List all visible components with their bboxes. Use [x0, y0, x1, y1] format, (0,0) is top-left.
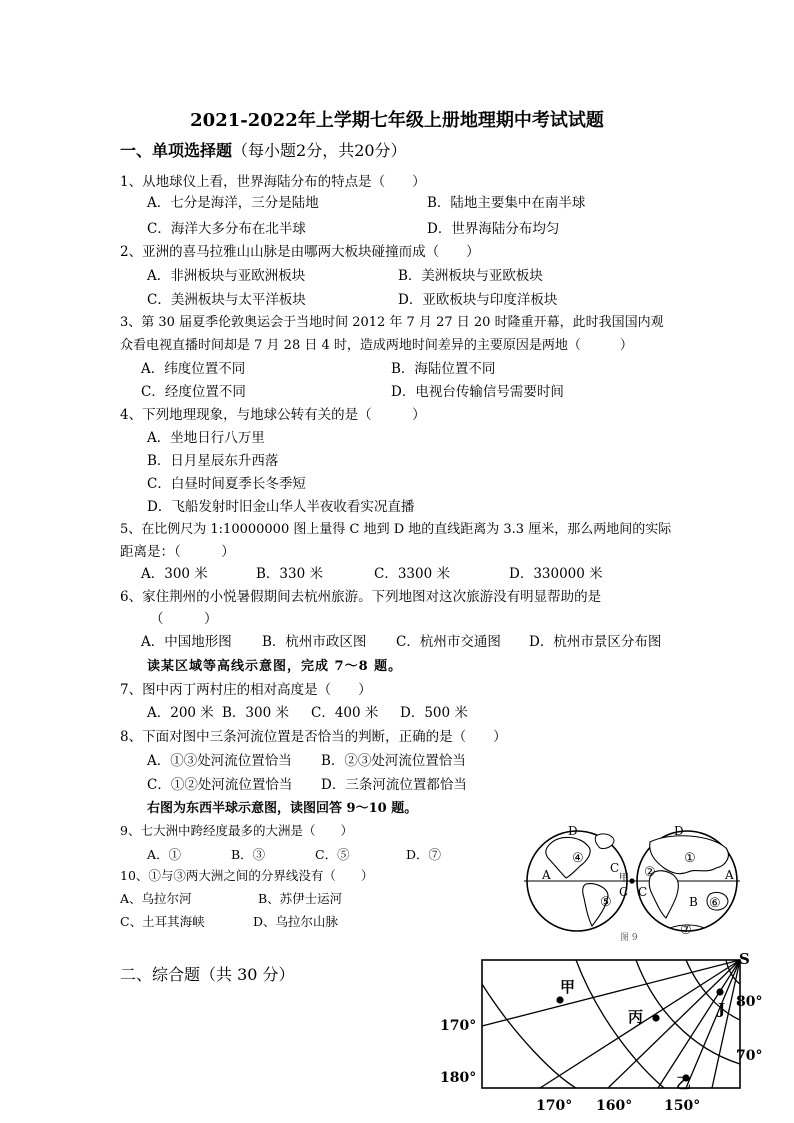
label-continent-5: ⑤	[600, 895, 612, 910]
q2-option-a: A．非洲板块与亚欧洲板块	[147, 268, 306, 284]
point-jia-marker	[629, 878, 634, 883]
q7-option-a: A．200 米	[147, 705, 214, 721]
point-ding-marker	[716, 988, 723, 995]
q8-stem: 8、下面对图中三条河流位置是否恰当的判断，正确的是（ ）	[120, 729, 507, 745]
latitude-longitude-grid-figure	[436, 948, 776, 1118]
q10-option-c: C、土耳其海峡	[120, 914, 205, 929]
label-c-east: C	[638, 885, 648, 899]
q9-option-b: B．③	[231, 847, 266, 862]
q10-option-a: A、乌拉尔河	[120, 891, 192, 906]
q3-stem-line1: 3、第 30 届夏季伦敦奥运会于当地时间 2012 年 7 月 27 日 20 时隆重开幕，此时我国国内观	[120, 315, 664, 330]
q1-option-c: C．海洋大多分布在北半球	[147, 221, 306, 237]
q1-option-d: D．世界海陆分布均匀	[427, 221, 560, 237]
label-170-degrees-left: 170°	[440, 1018, 477, 1034]
q6-option-d: D．杭州市景区分布图	[529, 634, 662, 650]
q2-option-b: B．美洲板块与亚欧板块	[398, 268, 543, 284]
q5-stem-line1: 5、在比例尺为 1:10000000 图上量得 C 地到 D 地的直线距离为 3.3 厘米，那么两地间的实际	[120, 522, 672, 537]
q5-option-b: B．330 米	[256, 566, 323, 582]
grid-frame	[482, 960, 740, 1088]
q4-option-a: A．坐地日行八万里	[147, 430, 265, 446]
label-180-degrees-left: 180°	[440, 1070, 477, 1086]
label-continent-7: ⑦	[680, 923, 692, 938]
meridian-145	[712, 960, 740, 1088]
label-jia: 甲	[619, 873, 629, 884]
q3-option-c: C．经度位置不同	[141, 384, 246, 400]
point-jia-marker	[556, 996, 563, 1003]
q7-stem: 7、图中丙丁两村庄的相对高度是（ ）	[120, 682, 372, 698]
q9-option-a: A．①	[147, 847, 182, 862]
label-yi: 乙	[676, 1074, 692, 1092]
q10-stem: 10、①与③两大洲之间的分界线没有（ ）	[120, 868, 374, 883]
q6-stem-line2: （ ）	[150, 611, 218, 627]
label-continent-1: ①	[684, 851, 696, 866]
section-1-heading	[120, 138, 407, 161]
q3-option-a: A．纬度位置不同	[141, 361, 246, 377]
q5-stem-line2: 距离是：（ ）	[120, 544, 235, 560]
greenland-shape	[595, 834, 614, 849]
q4-option-b: B．日月星辰东升西落	[147, 453, 279, 469]
label-bing: 丙	[628, 1008, 644, 1026]
q1-option-a: A．七分是海洋，三分是陆地	[147, 195, 319, 211]
q7-option-c: C．400 米	[311, 705, 379, 721]
label-continent-2: ②	[644, 865, 656, 880]
q2-option-d: D．亚欧板块与印度洋板块	[398, 292, 558, 308]
label-150-degrees-bottom: 150°	[664, 1098, 701, 1114]
section-1-note: （每小题2分，共20分）	[232, 141, 407, 160]
label-170-degrees-bottom: 170°	[536, 1098, 573, 1114]
q1-option-b: B．陆地主要集中在南半球	[427, 195, 586, 211]
q2-option-c: C．美洲板块与太平洋板块	[147, 292, 306, 308]
section-1-title: 一、单项选择题	[120, 141, 233, 160]
label-80-degrees: 80°	[736, 994, 763, 1010]
label-c-west-bottom: C	[619, 885, 629, 899]
label-d-east: D	[674, 824, 684, 838]
point-bing-marker	[652, 1014, 659, 1021]
q10-option-b: B、苏伊士运河	[258, 891, 343, 906]
q8-option-a: A．①③处河流位置恰当	[147, 753, 292, 769]
label-a-east: A	[725, 868, 734, 882]
parallel-65	[576, 960, 664, 1088]
hemispheres-figure	[520, 822, 742, 942]
label-continent-4: ④	[572, 851, 584, 866]
label-b-east: B	[689, 895, 698, 909]
q10-option-d: D、乌拉尔山脉	[253, 914, 339, 929]
q9-option-d: D．⑦	[406, 847, 442, 862]
label-jia: 甲	[560, 978, 576, 996]
q9-stem: 9、七大洲中跨经度最多的大洲是（ ）	[120, 823, 353, 838]
meridian-150	[686, 960, 740, 1088]
q7-option-b: B．300 米	[222, 705, 289, 721]
label-d-west: D	[568, 824, 578, 838]
q7-option-d: D．500 米	[400, 705, 468, 721]
figure-caption: 图 9	[620, 933, 638, 942]
q8-option-b: B．②③处河流位置恰当	[321, 753, 466, 769]
meridian-155	[658, 960, 740, 1088]
q3-stem-line2: 众看电视直播时间却是 7 月 28 日 4 时，造成两地时间差异的主要原因是两地（ ）	[120, 338, 633, 353]
label-70-degrees: 70°	[736, 1048, 763, 1064]
meridian-170	[482, 960, 740, 1026]
q2-stem: 2、亚洲的喜马拉雅山山脉是由哪两大板块碰撞而成（ ）	[120, 244, 480, 260]
intro-7-8: 读某区域等高线示意图，完成 7～8 题。	[147, 659, 403, 674]
label-ding: J	[718, 1000, 726, 1018]
q3-option-d: D．电视台传输信号需要时间	[391, 384, 564, 400]
q8-option-d: D．三条河流位置都恰当	[321, 777, 467, 793]
q8-option-c: C．①②处河流位置恰当	[147, 777, 293, 793]
label-160-degrees-bottom: 160°	[596, 1098, 633, 1114]
label-continent-6: ⑥	[709, 896, 721, 911]
q6-stem-line1: 6、家住荆州的小悦暑假期间去杭州旅游。下列地图对这次旅游没有明显帮助的是	[120, 589, 602, 605]
q5-option-a: A．300 米	[141, 566, 208, 582]
q6-option-b: B．杭州市政区图	[262, 634, 367, 650]
q5-option-d: D．330000 米	[509, 566, 603, 582]
q4-stem: 4、下列地理现象，与地球公转有关的是（ ）	[120, 407, 426, 423]
q6-option-a: A．中国地形图	[141, 634, 232, 650]
section-2-heading: 二、综合题（共 30 分）	[120, 965, 295, 984]
paper-title: 2021-2022年上学期七年级上册地理期中考试试题	[190, 110, 604, 131]
q6-option-c: C．杭州市交通图	[396, 634, 501, 650]
q5-option-c: C．3300 米	[374, 566, 450, 582]
q9-option-c: C．⑤	[315, 847, 350, 862]
label-c-west-top: C	[610, 861, 620, 875]
label-s: S	[739, 950, 750, 968]
q3-option-b: B．海陆位置不同	[391, 361, 496, 377]
q1-stem: 1、从地球仪上看，世界海陆分布的特点是（ ）	[120, 174, 426, 190]
q4-option-d: D．飞船发射时旧金山华人半夜收看实况直播	[147, 499, 415, 515]
label-a-west: A	[542, 868, 551, 882]
q4-option-c: C．白昼时间夏季长冬季短	[147, 476, 306, 492]
intro-9-10: 右图为东西半球示意图，读图回答 9～10 题。	[147, 801, 418, 816]
